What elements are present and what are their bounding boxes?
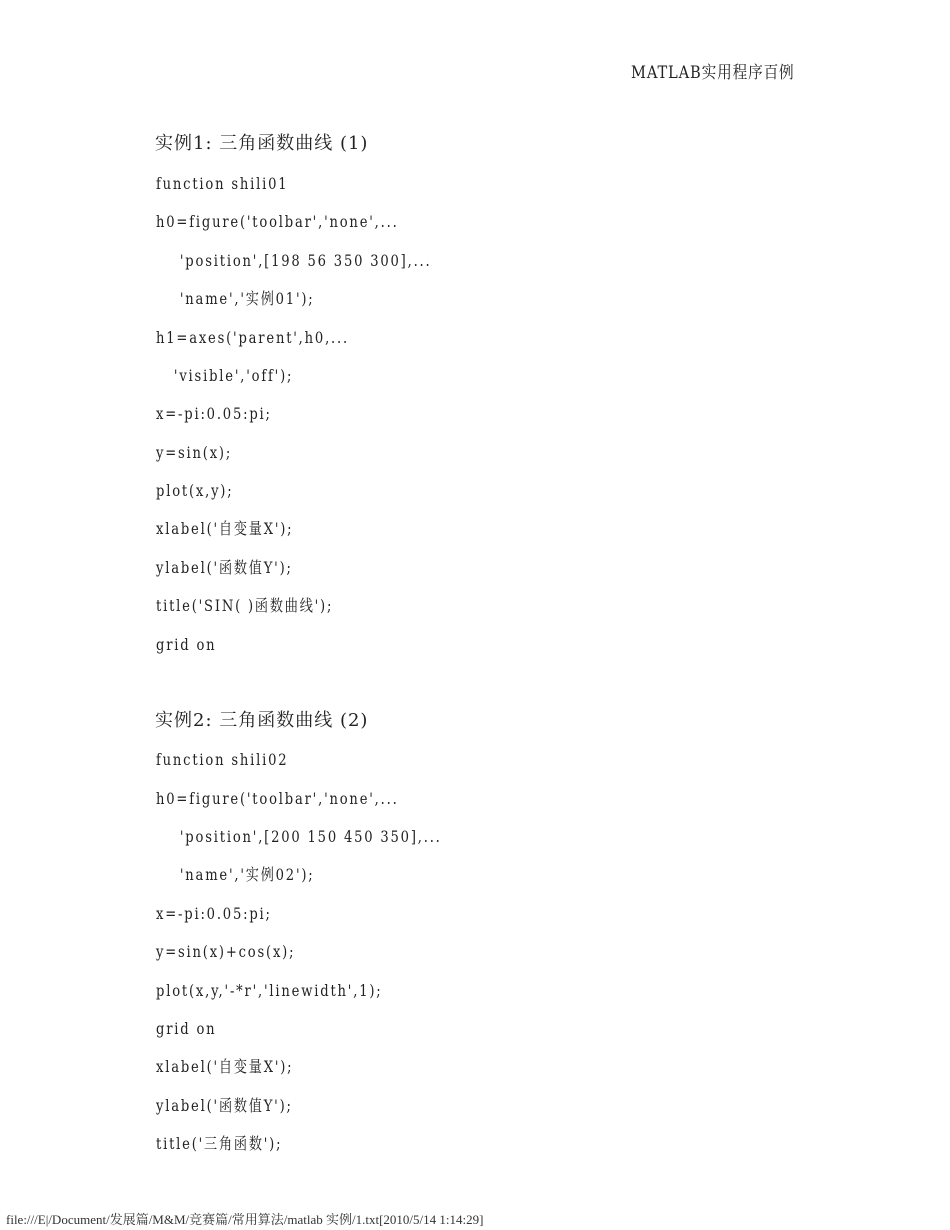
code-line: function shili02 — [156, 750, 289, 769]
code-line: plot(x,y,'-*r','linewidth',1); — [156, 981, 383, 1000]
code-line: title('SIN( )函数曲线'); — [156, 596, 334, 615]
code-line: x=-pi:0.05:pi; — [156, 904, 272, 923]
code-line: y=sin(x)+cos(x); — [156, 942, 296, 961]
code-line: 'position',[198 56 350 300],... — [156, 251, 432, 270]
code-line: y=sin(x); — [156, 443, 233, 462]
code-line: h0=figure('toolbar','none',... — [156, 789, 399, 808]
code-line: xlabel('自变量X'); — [156, 1057, 294, 1076]
code-line: title('三角函数'); — [156, 1134, 283, 1153]
page-header-title: MATLAB实用程序百例 — [631, 63, 795, 83]
code-line: h1=axes('parent',h0,... — [156, 328, 349, 347]
code-line: grid on — [156, 1019, 217, 1038]
footer-file-path: file:///E|/Document/发展篇/M&M/竞赛篇/常用算法/matlab 实例/1.txt[2010/5/14 1:14:29] — [6, 1212, 484, 1227]
code-line: 'name','实例01'); — [156, 289, 315, 308]
code-line: ylabel('函数值Y'); — [156, 1096, 293, 1115]
code-line: x=-pi:0.05:pi; — [156, 404, 272, 423]
example-1-heading: 实例1: 三角函数曲线 (1) — [155, 133, 369, 154]
code-line: 'name','实例02'); — [156, 865, 315, 884]
code-line: function shili01 — [156, 174, 289, 193]
code-line: h0=figure('toolbar','none',... — [156, 212, 399, 231]
example-2-heading: 实例2: 三角函数曲线 (2) — [155, 710, 369, 731]
code-line: grid on — [156, 635, 217, 654]
code-line: plot(x,y); — [156, 481, 234, 500]
code-line: 'visible','off'); — [156, 366, 294, 385]
code-line: xlabel('自变量X'); — [156, 519, 294, 538]
code-line: ylabel('函数值Y'); — [156, 558, 293, 577]
code-line: 'position',[200 150 450 350],... — [156, 827, 442, 846]
